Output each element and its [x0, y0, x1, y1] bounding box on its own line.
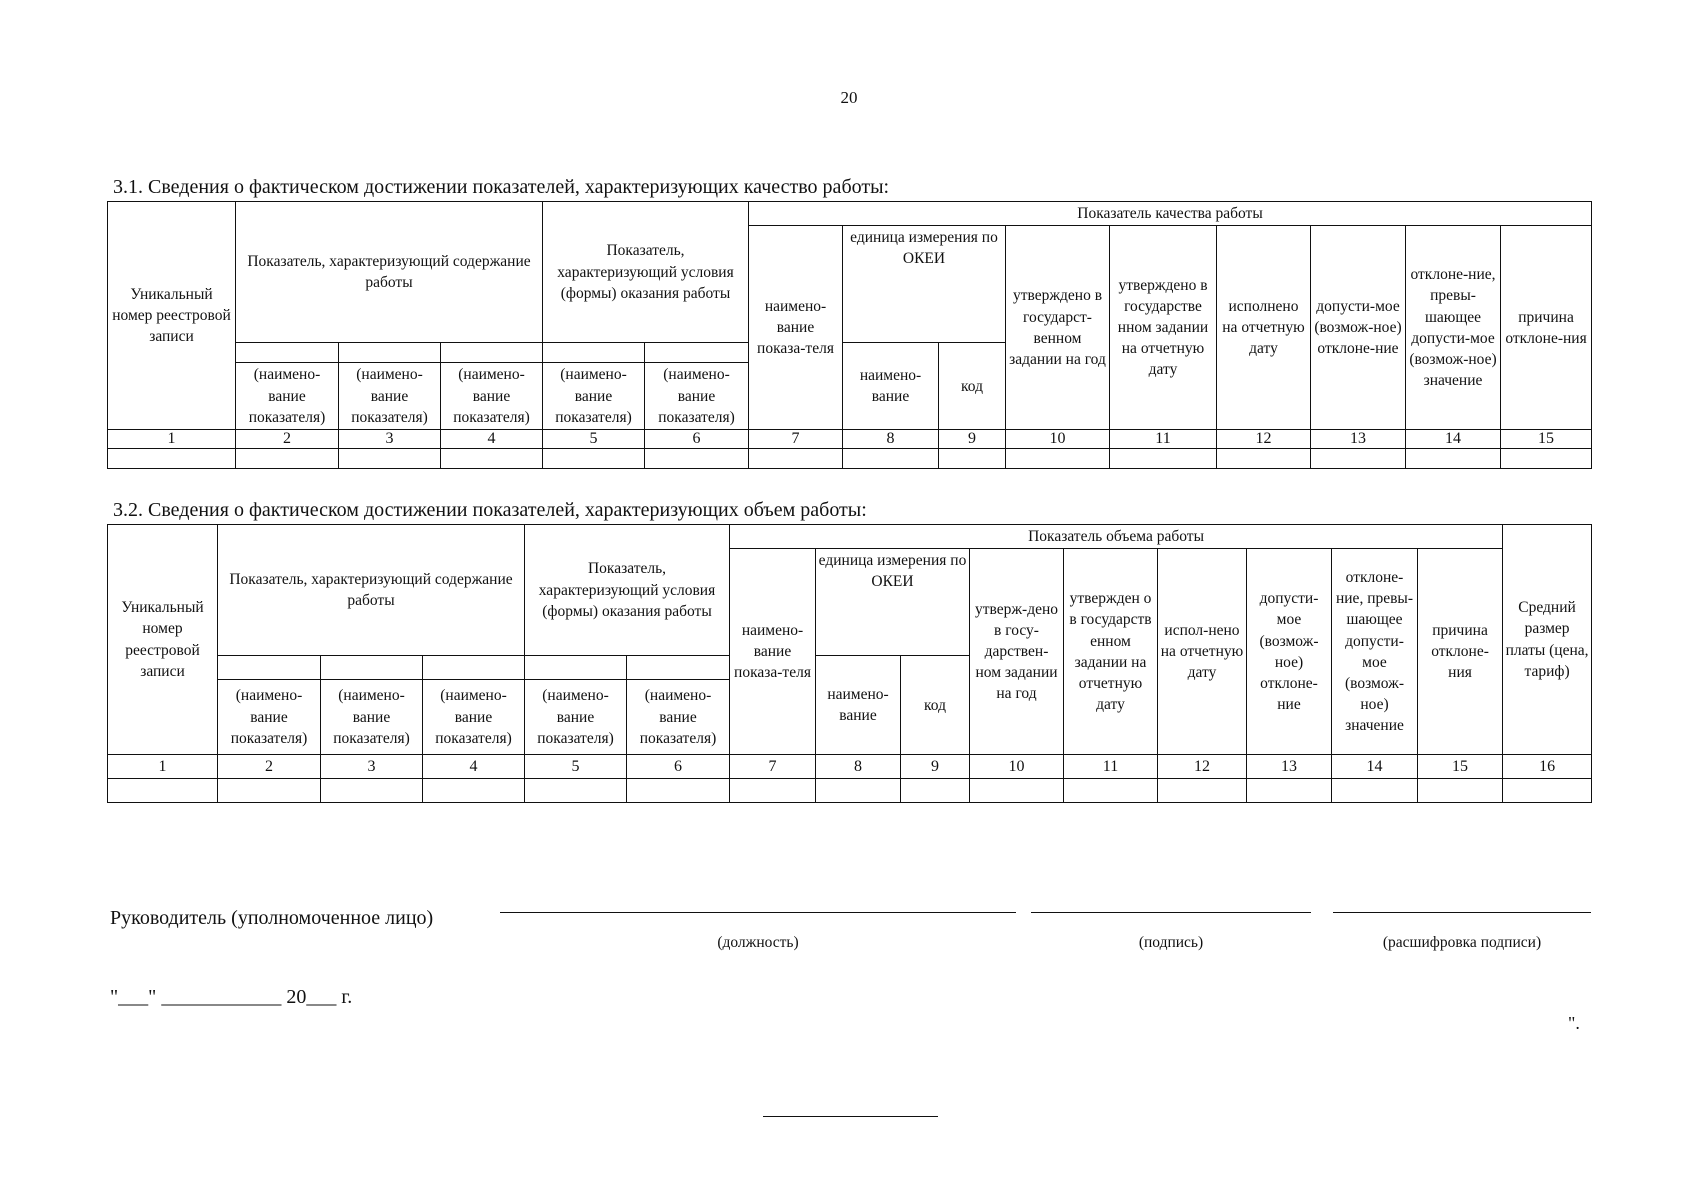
indicator-name-subheader: (наимено-вание показателя): [339, 363, 441, 430]
okei-unit-header: единица измерения по ОКЕИ: [843, 226, 1006, 343]
signature-line[interactable]: [1031, 912, 1311, 913]
data-cell[interactable]: [939, 449, 1006, 469]
data-cell[interactable]: [1217, 449, 1311, 469]
data-cell[interactable]: [321, 779, 423, 803]
deviation-reason-header: причина отклоне-ния: [1418, 549, 1503, 755]
data-cell[interactable]: [1332, 779, 1418, 803]
column-number: 10: [970, 755, 1064, 779]
column-number: 7: [730, 755, 816, 779]
head-label: Руководитель (уполномоченное лицо): [110, 907, 434, 929]
executed-header: испол-нено на отчетную дату: [1158, 549, 1247, 755]
column-number: 3: [339, 430, 441, 449]
column-number: 16: [1503, 755, 1592, 779]
column-number: 15: [1418, 755, 1503, 779]
column-number: 7: [749, 430, 843, 449]
indicator-name-header: наимено-вание показа-теля: [730, 549, 816, 755]
conditions-indicator-header: Показатель, характеризующий условия (формы) оказания работы: [525, 525, 730, 656]
indicator-name-header: наимено-вание показа-теля: [749, 226, 843, 430]
data-cell[interactable]: [1064, 779, 1158, 803]
data-cell[interactable]: [901, 779, 970, 803]
closing-quote: ".: [1568, 1013, 1580, 1033]
data-cell[interactable]: [543, 449, 645, 469]
data-cell[interactable]: [627, 779, 730, 803]
column-number: 15: [1501, 430, 1592, 449]
column-number: 2: [236, 430, 339, 449]
empty-cell: [627, 656, 730, 680]
registry-header: Уникальный номер реестровой записи: [108, 525, 218, 755]
column-number: 13: [1311, 430, 1406, 449]
column-number: 8: [816, 755, 901, 779]
column-number: 11: [1110, 430, 1217, 449]
indicator-name-subheader: (наимено-вание показателя): [423, 680, 525, 755]
data-cell[interactable]: [1110, 449, 1217, 469]
indicator-name-subheader: (наимено-вание показателя): [543, 363, 645, 430]
approved-year-header: утверждено в государст-венном задании на год: [1006, 226, 1110, 430]
empty-cell: [339, 343, 441, 363]
volume-indicator-header: Показатель объема работы: [730, 525, 1503, 549]
data-cell[interactable]: [1158, 779, 1247, 803]
column-number: 6: [645, 430, 749, 449]
date-line: "___" ____________ 20___ г.: [110, 986, 353, 1008]
data-cell[interactable]: [843, 449, 939, 469]
column-number: 10: [1006, 430, 1110, 449]
column-number: 12: [1217, 430, 1311, 449]
column-number: 5: [525, 755, 627, 779]
approved-year-header: утверж-дено в госу-дарствен-ном задании на год: [970, 549, 1064, 755]
data-cell[interactable]: [441, 449, 543, 469]
column-number: 14: [1332, 755, 1418, 779]
column-number: 11: [1064, 755, 1158, 779]
allowed-deviation-header: допусти-мое (возмож-ное) отклоне-ние: [1311, 226, 1406, 430]
section2-title: 3.2. Сведения о фактическом достижении показателей, характеризующих объем работы:: [113, 499, 867, 521]
data-cell[interactable]: [970, 779, 1064, 803]
column-number: 4: [441, 430, 543, 449]
data-cell[interactable]: [525, 779, 627, 803]
content-indicator-header: Показатель, характеризующий содержание работы: [236, 202, 543, 343]
column-number: 5: [543, 430, 645, 449]
volume-table: [107, 524, 1592, 803]
empty-cell: [236, 343, 339, 363]
unit-code-header: код: [939, 343, 1006, 430]
decoding-line[interactable]: [1333, 912, 1591, 913]
data-cell[interactable]: [816, 779, 901, 803]
section1-title: 3.1. Сведения о фактическом достижении показателей, характеризующих качество работы:: [113, 176, 890, 198]
empty-cell: [525, 656, 627, 680]
empty-cell: [321, 656, 423, 680]
column-number: 13: [1247, 755, 1332, 779]
data-cell[interactable]: [1406, 449, 1501, 469]
position-line[interactable]: [500, 912, 1016, 913]
indicator-name-subheader: (наимено-вание показателя): [441, 363, 543, 430]
column-number: 1: [108, 755, 218, 779]
column-number: 2: [218, 755, 321, 779]
deviation-reason-header: причина отклоне-ния: [1501, 226, 1592, 430]
data-cell[interactable]: [645, 449, 749, 469]
data-cell[interactable]: [1006, 449, 1110, 469]
data-cell[interactable]: [1503, 779, 1592, 803]
column-number: 3: [321, 755, 423, 779]
allowed-deviation-header: допусти-мое (возмож-ное) отклоне-ние: [1247, 549, 1332, 755]
column-number: 14: [1406, 430, 1501, 449]
column-number: 8: [843, 430, 939, 449]
approved-date-header: утвержден о в государств енном задании на отчетную дату: [1064, 549, 1158, 755]
indicator-name-subheader: (наимено-вание показателя): [645, 363, 749, 430]
data-cell[interactable]: [1247, 779, 1332, 803]
column-number: 9: [939, 430, 1006, 449]
empty-cell: [423, 656, 525, 680]
data-cell[interactable]: [218, 779, 321, 803]
indicator-name-subheader: (наимено-вание показателя): [218, 680, 321, 755]
data-cell[interactable]: [108, 779, 218, 803]
okei-unit-header: единица измерения по ОКЕИ: [816, 549, 970, 656]
column-number: 1: [108, 430, 236, 449]
column-number: 12: [1158, 755, 1247, 779]
column-number: 9: [901, 755, 970, 779]
page-number: 20: [840, 88, 858, 107]
data-cell[interactable]: [1418, 779, 1503, 803]
indicator-name-subheader: (наимено-вание показателя): [627, 680, 730, 755]
empty-cell: [441, 343, 543, 363]
column-number: 6: [627, 755, 730, 779]
footnote-divider: [763, 1116, 938, 1117]
approved-date-header: утверждено в государстве нном задании на отчетную дату: [1110, 226, 1217, 430]
empty-cell: [543, 343, 645, 363]
quality-table: [107, 201, 1592, 469]
data-cell[interactable]: [236, 449, 339, 469]
data-cell[interactable]: [1311, 449, 1406, 469]
conditions-indicator-header: Показатель, характеризующий условия (формы) оказания работы: [543, 202, 749, 343]
exceeding-deviation-header: отклоне-ние, превы-шающее допусти-мое (возмож-ное) значение: [1406, 226, 1501, 430]
data-cell[interactable]: [730, 779, 816, 803]
empty-cell: [218, 656, 321, 680]
average-fee-header: Средний размер платы (цена, тариф): [1503, 525, 1592, 755]
indicator-name-subheader: (наимено-вание показателя): [236, 363, 339, 430]
data-cell[interactable]: [339, 449, 441, 469]
executed-header: исполнено на отчетную дату: [1217, 226, 1311, 430]
exceeding-deviation-header: отклоне-ние, превы-шающее допусти-мое (возмож-ное) значение: [1332, 549, 1418, 755]
decoding-caption: (расшифровка подписи): [1382, 934, 1542, 951]
registry-header: Уникальный номер реестровой записи: [108, 202, 236, 430]
signature-caption: (подпись): [1138, 934, 1204, 951]
indicator-name-subheader: (наимено-вание показателя): [525, 680, 627, 755]
data-cell[interactable]: [749, 449, 843, 469]
data-cell[interactable]: [423, 779, 525, 803]
data-cell[interactable]: [108, 449, 236, 469]
position-caption: (должность): [717, 934, 799, 951]
unit-name-header: наимено-вание: [816, 656, 901, 755]
unit-code-header: код: [901, 656, 970, 755]
column-number: 4: [423, 755, 525, 779]
unit-name-header: наимено-вание: [843, 343, 939, 430]
data-cell[interactable]: [1501, 449, 1592, 469]
content-indicator-header: Показатель, характеризующий содержание работы: [218, 525, 525, 656]
quality-indicator-header: Показатель качества работы: [749, 202, 1592, 226]
empty-cell: [645, 343, 749, 363]
indicator-name-subheader: (наимено-вание показателя): [321, 680, 423, 755]
